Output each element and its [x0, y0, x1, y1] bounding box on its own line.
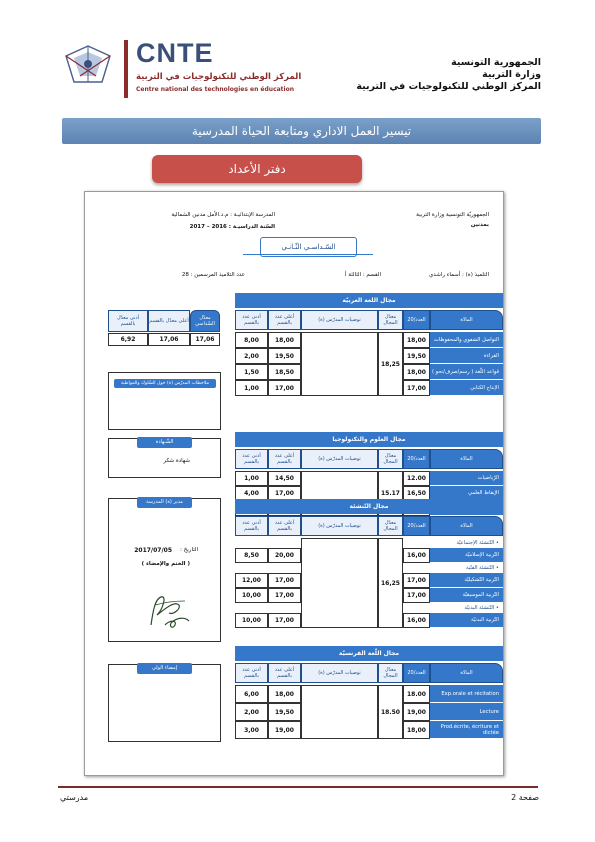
max-col-header: أعلى عدد بالقسم — [268, 663, 301, 683]
subject-col-header: المادّة — [430, 663, 503, 683]
grade-value: 18.00 — [403, 685, 430, 703]
school-year: السّنة الدراسيـة : 2016 – 2017 — [189, 224, 275, 230]
class-min-value: 1,50 — [235, 364, 268, 380]
min-col-header: أدنى عدد بالقسم — [235, 310, 268, 330]
subject-name: Exp.orale et récitation — [430, 685, 503, 703]
subject-col-header: المادّة — [430, 449, 503, 469]
semester-title: السّـداسـي الثّـانـي — [260, 237, 357, 257]
average-col-header: معدّل المجال — [378, 310, 403, 330]
stamp-label: ( الختم والإمضاء ) — [141, 561, 190, 567]
class-min-value: 12,00 — [235, 573, 268, 588]
director-box — [108, 498, 221, 642]
logo-arabic-name: المركز الوطني للتكنولوجيات في التربية — [136, 72, 302, 82]
class-min-value: 1,00 — [235, 471, 268, 486]
class-min-value: 10,00 — [235, 588, 268, 603]
subject-name: التّربية الموسيقيّة — [430, 588, 503, 603]
subject-col-header: المادّة — [430, 310, 503, 330]
average-col-header: معدّل المجال — [378, 449, 403, 469]
class-max-value: 20,00 — [268, 548, 301, 563]
certificate-box — [108, 438, 221, 478]
class-min-value: 6,00 — [235, 685, 268, 703]
teacher-remarks-box — [108, 372, 221, 430]
grade-col-header: العدد/20 — [403, 663, 430, 683]
class-min-value: 8,50 — [235, 548, 268, 563]
certificate-title: الشّـهادة — [137, 437, 192, 448]
class-max-value: 17,00 — [268, 613, 301, 628]
subject-name: Prod.écrite, écriture et dictée — [430, 721, 503, 739]
subject-name: التّربية التّشكيليّة — [430, 573, 503, 588]
class-max-value: 18,00 — [268, 332, 301, 348]
grade-col-header: العدد/20 — [403, 449, 430, 469]
average-col-header: معدّل المجال — [378, 663, 403, 683]
class-max-value: 17,00 — [268, 588, 301, 603]
class-min-average-value: 6,92 — [108, 333, 148, 346]
institution-header — [356, 57, 541, 93]
class-name: القسم : الثالثة أ — [344, 272, 381, 278]
teacher-remarks-title: ملاحظات المدرّس (ة) حول السّلوك والمواظبة — [114, 379, 216, 388]
subgroup-label: • التّنشئة البدنيّة — [430, 603, 503, 613]
max-col-header: أعلى عدد بالقسم — [268, 516, 301, 536]
grade-value: 18,00 — [403, 332, 430, 348]
footer-site-name: مدرستي — [60, 793, 89, 802]
class-max-value: 19,00 — [268, 721, 301, 739]
section-average-value: 18,25 — [378, 332, 403, 396]
remarks-col-header: توصيات المدرّس (ة) — [301, 310, 378, 330]
subject-name: التواصل الشفوي والمحفوظات — [430, 332, 503, 348]
section-average-value: 18.50 — [378, 685, 403, 739]
grade-value: 18,00 — [403, 364, 430, 380]
class-min-value: 4,00 — [235, 486, 268, 501]
class-max-average-value: 17,06 — [148, 333, 190, 346]
grade-value: 19,50 — [403, 348, 430, 364]
subject-name: الإيقاظ العلمي — [430, 486, 503, 501]
class-min-value: 1,00 — [235, 380, 268, 396]
grade-value: 17,00 — [403, 588, 430, 603]
section-title: مجال التّنشئة — [235, 499, 503, 514]
class-min-value: 2,00 — [235, 703, 268, 721]
date-value: 2017/07/05 — [134, 547, 172, 554]
grade-value: 18,00 — [403, 721, 430, 739]
footer-page-number: صفحة 2 — [511, 793, 539, 802]
class-max-value: 14,50 — [268, 471, 301, 486]
subject-name: Lecture — [430, 703, 503, 721]
logo-text: CNTE — [136, 38, 214, 68]
pupils-count: عدد التلاميذ المرسمين : 28 — [181, 272, 245, 278]
class-min-average-header: أدنى معدّل بالقسم — [108, 310, 148, 332]
gradebook-section-button[interactable]: دفتر الأعداد — [152, 155, 362, 183]
date-label: التاريخ : — [180, 547, 198, 553]
director-signature-icon — [145, 591, 195, 631]
guardian-signature-title: إمضاء الولي — [137, 663, 192, 674]
teacher-remarks-cell — [301, 332, 378, 396]
class-max-value: 19,50 — [268, 348, 301, 364]
certificate-value: شهادة شكر — [163, 458, 190, 464]
section-average-value: 16,25 — [378, 538, 403, 628]
footer-divider — [58, 786, 538, 788]
max-col-header: أعلى عدد بالقسم — [268, 449, 301, 469]
teacher-remarks-cell — [301, 685, 378, 739]
subject-name: الإنتاج الكتابي — [430, 380, 503, 396]
grade-value: 12.00 — [403, 471, 430, 486]
ministry-label: وزارة التربية — [482, 69, 541, 80]
semester-underline — [243, 254, 373, 255]
grade-col-header: العدد/20 — [403, 516, 430, 536]
min-col-header: أدنى عدد بالقسم — [235, 449, 268, 469]
guardian-signature-box — [108, 664, 221, 742]
class-min-value: 8,00 — [235, 332, 268, 348]
subject-col-header: المادّة — [430, 516, 503, 536]
logo-french-name: Centre national des technologies en éducation — [136, 86, 294, 93]
section-title: مجال العلوم والتكنولوجيا — [235, 432, 503, 447]
grade-value: 16,00 — [403, 613, 430, 628]
subject-name: التّربية البدنيّة — [430, 613, 503, 628]
cnte-logo-icon — [62, 42, 114, 90]
grade-value: 19,00 — [403, 703, 430, 721]
logo-divider — [124, 40, 128, 98]
subgroup-label: • التّنشئة الفنّية — [430, 563, 503, 573]
center-label: المركز الوطني للتكنولوجيات في التربية — [356, 81, 541, 92]
class-max-value: 18,00 — [268, 685, 301, 703]
grade-col-header: العدد/20 — [403, 310, 430, 330]
ministry-line: الجمهوريّة التونسية وزارة التربية — [416, 212, 489, 218]
class-max-value: 19,50 — [268, 703, 301, 721]
section-title: مجال اللّغة الفرنسيّة — [235, 646, 503, 661]
class-min-value: 10,00 — [235, 613, 268, 628]
teacher-remarks-cell — [301, 538, 378, 628]
max-col-header: أعلى عدد بالقسم — [268, 310, 301, 330]
semester-average-header: معدّل السّداسي — [190, 310, 220, 332]
section-title: مجال اللغة العربيّة — [235, 293, 503, 308]
remarks-col-header: توصيات المدرّس (ة) — [301, 663, 378, 683]
report-card-document — [84, 191, 504, 776]
class-min-value: 3,00 — [235, 721, 268, 739]
remarks-col-header: توصيات المدرّس (ة) — [301, 516, 378, 536]
delegation-line: بمدنين — [470, 222, 489, 228]
class-max-value: 17,00 — [268, 380, 301, 396]
class-max-value: 18,50 — [268, 364, 301, 380]
grade-value: 17,00 — [403, 573, 430, 588]
subgroup-label: • التّنشئة الإجتماعيّة — [430, 538, 503, 548]
director-title: مدير (ة) المدرسة — [137, 497, 192, 508]
republic-label: الجمهورية التونسية — [451, 57, 541, 68]
grade-value: 17,00 — [403, 380, 430, 396]
subject-name: التّربية الإسلاميّة — [430, 548, 503, 563]
subject-name: الرّياضيات — [430, 471, 503, 486]
pupil-name: التلميذ (ة) : أسماء راشدي — [429, 272, 489, 278]
grade-value: 16,50 — [403, 486, 430, 501]
subject-name: قواعد اللّغة ( رسم/صرف/نحو ) — [430, 364, 503, 380]
average-col-header: معدّل المجال — [378, 516, 403, 536]
subject-name: القراءة — [430, 348, 503, 364]
class-max-value: 17,00 — [268, 573, 301, 588]
min-col-header: أدنى عدد بالقسم — [235, 663, 268, 683]
page-banner: تيسير العمل الاداري ومتابعة الحياة المدرسية — [62, 118, 541, 144]
class-max-value: 17,00 — [268, 486, 301, 501]
class-min-value: 2,00 — [235, 348, 268, 364]
grade-value: 16,00 — [403, 548, 430, 563]
section-average-value: 15.17 — [378, 471, 403, 516]
remarks-col-header: توصيات المدرّس (ة) — [301, 449, 378, 469]
school-name: المدرسة الإبتدائيـة : م.د.الأمل مدنين الشمالية — [171, 212, 275, 218]
class-max-average-header: أعلى معدّل بالقسم — [148, 310, 190, 332]
min-col-header: أدنى عدد بالقسم — [235, 516, 268, 536]
semester-average-value: 17,06 — [190, 333, 220, 346]
